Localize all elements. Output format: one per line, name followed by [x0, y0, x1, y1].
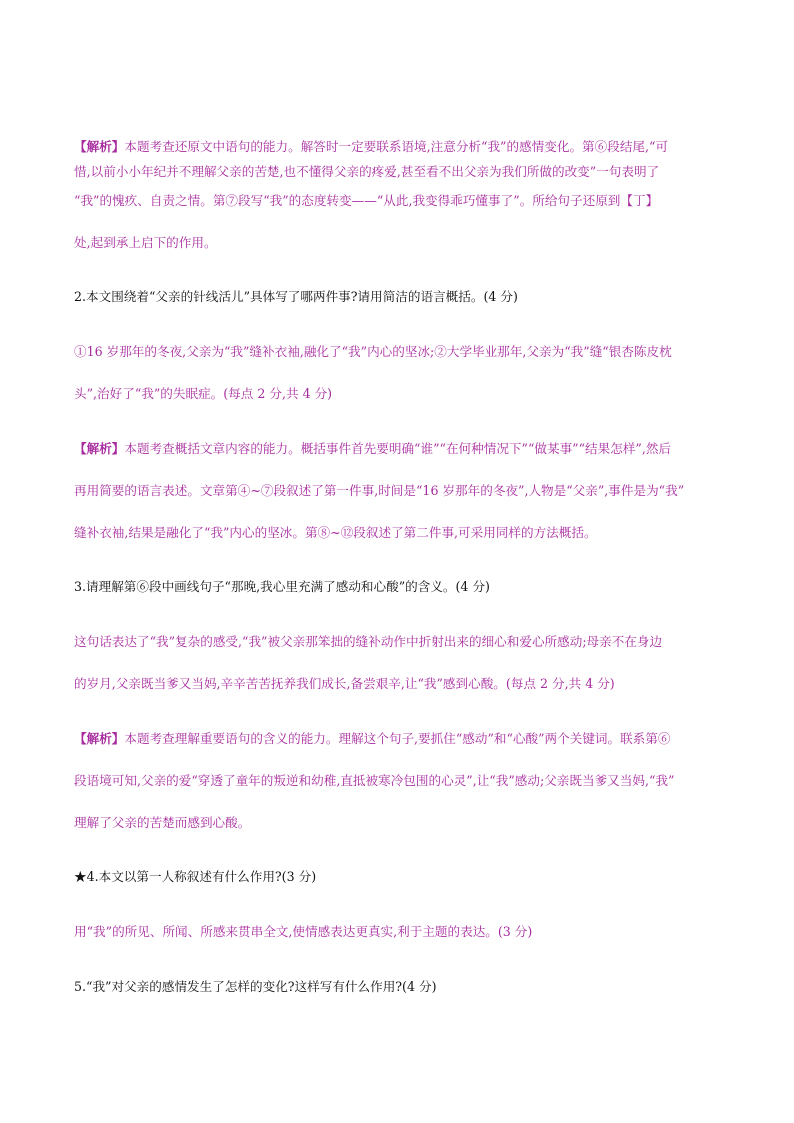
analysis-tag: 【解析】	[74, 441, 125, 456]
analysis-text: 本题考查还原文中语句的能力。解答时一定要联系语境,注意分析“我”的感情变化。第⑥段结尾,“可	[124, 139, 669, 154]
answer-line: 头”,治好了“我”的失眠症。(每点 2 分,共 4 分)	[74, 386, 333, 401]
answer-line: 的岁月,父亲既当爹又当妈,辛辛苦苦抚养我们成长,备尝艰辛,让“我”感到心酸。(每点 2 分,共 4 分)	[74, 676, 615, 691]
analysis-line	[74, 731, 724, 747]
analysis-text: 本题考查理解重要语句的含义的能力。理解这个句子,要抓住“感动”和“心酸”两个关键词。联系第⑥	[124, 731, 671, 746]
analysis-text: 本题考查概括文章内容的能力。概括事件首先要明确“谁”“在何种情况下”“做某事”“结果怎样”,然后	[124, 441, 672, 456]
answer-line: ①16 岁那年的冬夜,父亲为“我”缝补衣袖,融化了“我”内心的坚冰;②大学毕业那年,父亲为“我”缝“银杏陈皮枕	[74, 344, 672, 359]
analysis-line: 理解了父亲的苦楚而感到心酸。	[74, 815, 251, 830]
analysis-line: 惜,以前小小年纪并不理解父亲的苦楚,也不懂得父亲的疼爱,甚至看不出父亲为我们所做的改变”一句表明了	[74, 164, 660, 179]
question-5: 5.“我”对父亲的感情发生了怎样的变化?这样写有什么作用?(4 分)	[74, 979, 437, 994]
question-2: 2.本文围绕着“父亲的针线活儿”具体写了哪两件事?请用简洁的语言概括。(4 分)	[74, 289, 518, 304]
analysis-line: 缝补衣袖,结果是融化了“我”内心的坚冰。第⑧~⑫段叙述了第二件事,可采用同样的方法概括。	[74, 525, 597, 540]
analysis-line: 处,起到承上启下的作用。	[74, 235, 217, 250]
analysis-line: 再用简要的语言表述。文章第④~⑦段叙述了第一件事,时间是“16 岁那年的冬夜”,人物是“父亲”,事件是为“我”	[74, 483, 685, 498]
question-4: ★4.本文以第一人称叙述有什么作用?(3 分)	[74, 869, 317, 884]
analysis-line: “我”的愧疚、自责之情。第⑦段写“我”的态度转变——“从此,我变得乖巧懂事了”。所给句子还原到【丁】	[74, 193, 659, 208]
analysis-line: 段语境可知,父亲的爱“穿透了童年的叛逆和幼稚,直抵被寒冷包围的心灵”,让“我”感动;父亲既当爹又当妈,“我”	[74, 773, 675, 788]
analysis-tag: 【解析】	[74, 731, 125, 746]
question-3: 3.请理解第⑥段中画线句子“那晚,我心里充满了感动和心酸”的含义。(4 分)	[74, 579, 490, 594]
analysis-tag: 【解析】	[74, 139, 125, 154]
analysis-line	[74, 441, 724, 457]
answer-line: 这句话表达了“我”复杂的感受,“我”被父亲那笨拙的缝补动作中折射出来的细心和爱心所感动;母亲不在身边	[74, 634, 663, 649]
answer-line: 用“我”的所见、所闻、所感来贯串全文,使情感表达更真实,利于主题的表达。(3 分)	[74, 924, 533, 939]
analysis-line	[74, 139, 724, 155]
